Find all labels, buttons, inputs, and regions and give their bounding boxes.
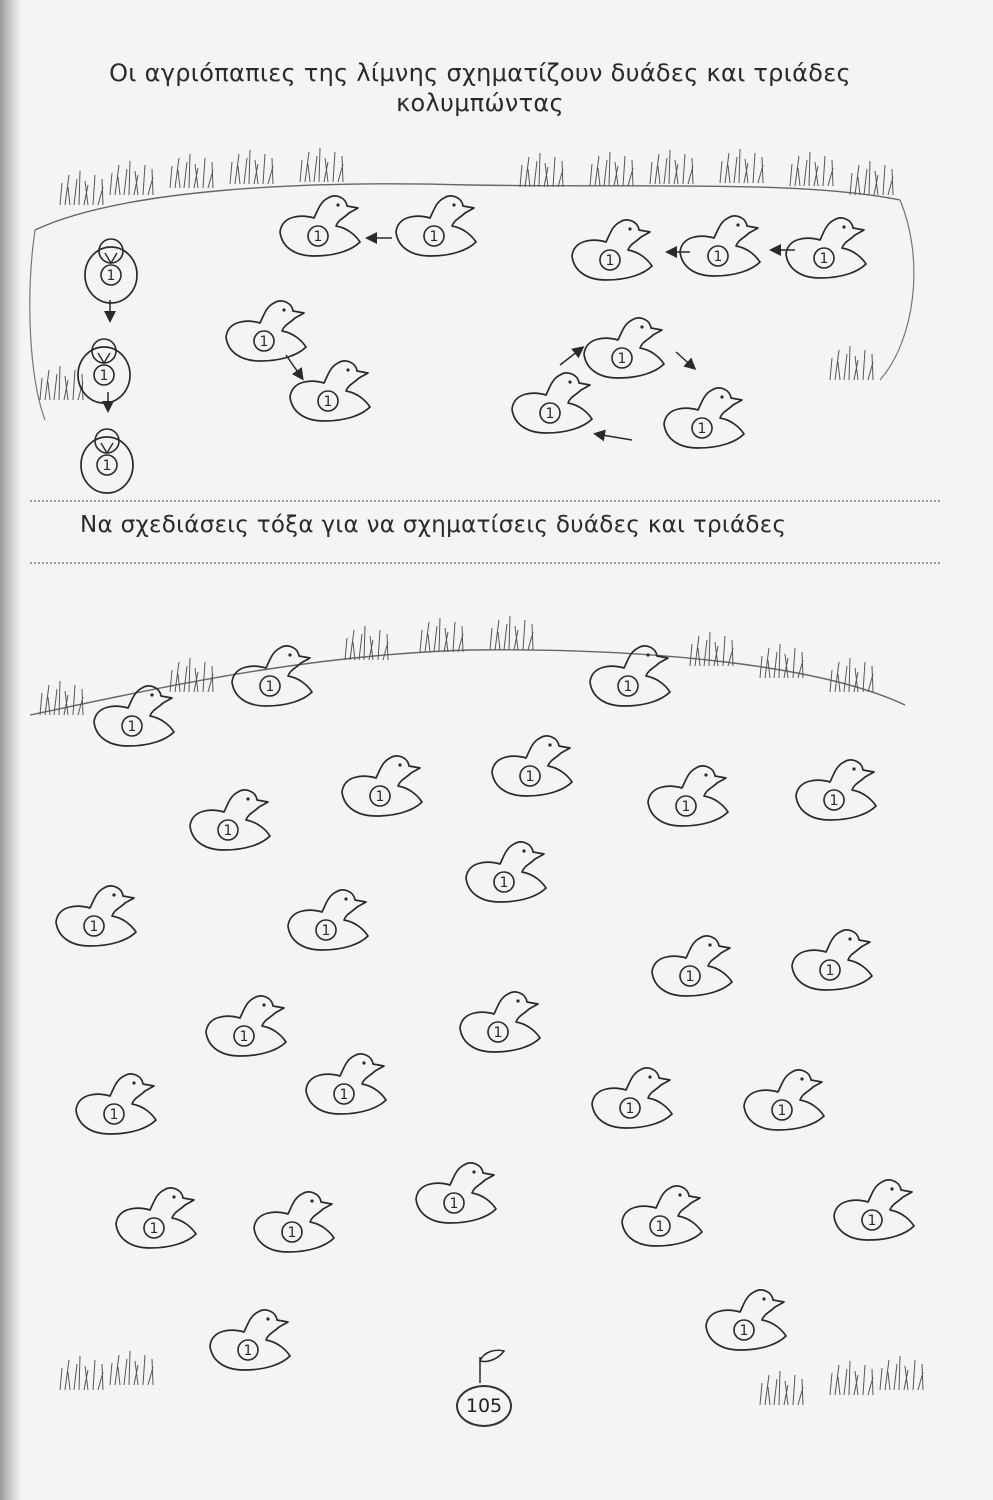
- page-title-continued: κολυμπώντας: [396, 89, 564, 117]
- duck-number-label: 1: [99, 368, 109, 384]
- exercise-instruction: Να σχεδιάσεις τόξα για να σχηματίσεις δυάδες και τριάδες: [80, 512, 787, 538]
- duck-number-label: 1: [259, 334, 269, 350]
- duck-number-label: 1: [777, 1103, 787, 1119]
- duck-number-label: 1: [106, 268, 116, 284]
- duck-number-label: 1: [697, 421, 707, 437]
- duck-number-label: 1: [89, 919, 99, 935]
- duck-number-label: 1: [243, 1343, 253, 1359]
- duck-number-label: 1: [149, 1221, 159, 1237]
- duck-number-label: 1: [375, 789, 385, 805]
- duck-number-label: 1: [623, 679, 633, 695]
- duck-number-label: 1: [625, 1101, 635, 1117]
- page-title: Οι αγριόπαπιες της λίμνης σχηματίζουν δυάδες και τριάδες: [109, 59, 851, 87]
- duck-number-label: 1: [313, 229, 323, 245]
- duck-number-label: 1: [321, 923, 331, 939]
- duck-number-label: 1: [493, 1025, 503, 1041]
- duck-number-label: 1: [825, 963, 835, 979]
- duck-number-label: 1: [449, 1196, 459, 1212]
- leaf-icon: [470, 1345, 530, 1385]
- example-pond: [30, 148, 914, 420]
- duck-number-label: 1: [867, 1213, 877, 1229]
- exercise-pond: [30, 616, 923, 1405]
- duck-number-label: 1: [525, 769, 535, 785]
- duck-number-label: 1: [109, 1107, 119, 1123]
- duck-number-label: 1: [713, 249, 723, 265]
- duck-number-label: 1: [223, 823, 233, 839]
- duck-number-label: 1: [127, 719, 137, 735]
- duck-number-label: 1: [323, 394, 333, 410]
- exercise-ducks: [56, 646, 914, 1370]
- duck-number-label: 1: [339, 1087, 349, 1103]
- duck-number-label: 1: [429, 229, 439, 245]
- duck-number-label: 1: [685, 969, 695, 985]
- duck-number-label: 1: [287, 1225, 297, 1241]
- example-ducks: [78, 196, 866, 493]
- duck-number-label: 1: [265, 679, 275, 695]
- duck-number-label: 1: [655, 1219, 665, 1235]
- duck-number-label: 1: [829, 793, 839, 809]
- duck-number-label: 1: [739, 1323, 749, 1339]
- duck-number-label: 1: [499, 875, 509, 891]
- duck-number-label: 1: [545, 406, 555, 422]
- duck-number-label: 1: [102, 458, 112, 474]
- duck-number-label: 1: [681, 799, 691, 815]
- page-number-badge: [456, 1385, 512, 1427]
- duck-number-label: 1: [239, 1029, 249, 1045]
- duck-number-label: 1: [819, 251, 829, 267]
- page-number: 105: [456, 1385, 512, 1427]
- duck-number-label: 1: [617, 351, 627, 367]
- duck-number-label: 1: [605, 253, 615, 269]
